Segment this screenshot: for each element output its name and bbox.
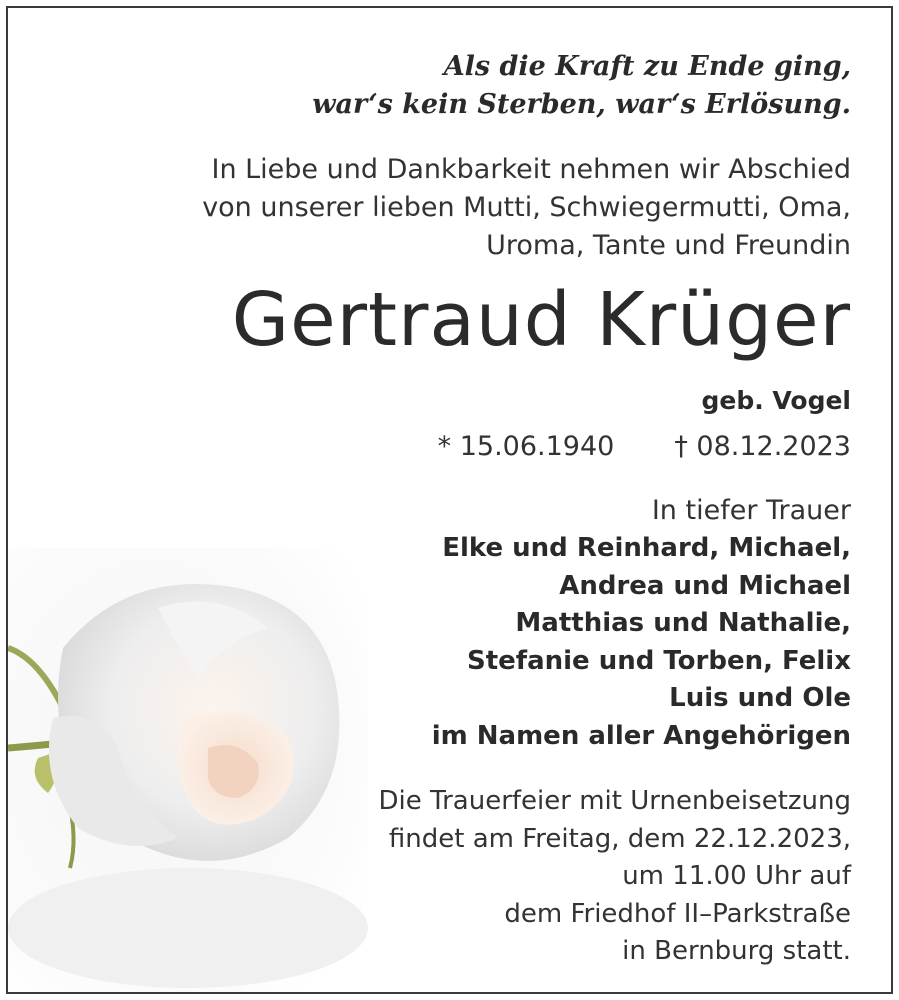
motto-line: Als die Kraft zu Ende ging, bbox=[443, 51, 851, 82]
motto bbox=[312, 48, 851, 124]
service-info bbox=[379, 783, 851, 971]
life-dates bbox=[438, 428, 851, 466]
family-list bbox=[432, 530, 851, 755]
death-date: † 08.12.2023 bbox=[674, 431, 851, 462]
deceased-name: Gertraud Krüger bbox=[231, 277, 851, 363]
mourning-label: In tiefer Trauer bbox=[651, 495, 851, 526]
intro-line: von unserer lieben Mutti, Schwiegermutti, Oma, bbox=[202, 192, 851, 223]
intro-line: In Liebe und Dankbarkeit nehmen wir Abschied bbox=[211, 154, 851, 185]
family-line: Elke und Reinhard, Michael, bbox=[442, 533, 851, 563]
white-rose-image bbox=[8, 548, 368, 992]
family-line: Andrea und Michael bbox=[559, 570, 851, 601]
family-line: Matthias und Nathalie, bbox=[515, 608, 851, 638]
service-line: Die Trauerfeier mit Urnenbeisetzung bbox=[378, 786, 851, 816]
intro-line: Uroma, Tante und Freundin bbox=[486, 230, 851, 261]
service-line: findet am Freitag, dem 22.12.2023, bbox=[388, 823, 851, 854]
obituary-card bbox=[6, 6, 893, 994]
birth-name: geb. Vogel bbox=[701, 386, 851, 415]
service-line: dem Friedhof II–Parkstraße bbox=[504, 898, 851, 929]
birth-date: * 15.06.1940 bbox=[437, 431, 615, 462]
family-line: Luis und Ole bbox=[669, 683, 851, 713]
family-line: im Namen aller Angehörigen bbox=[431, 720, 851, 751]
service-line: um 11.00 Uhr auf bbox=[622, 861, 851, 891]
intro-text bbox=[202, 151, 851, 265]
service-line: in Bernburg statt. bbox=[622, 936, 851, 966]
motto-line: war‘s kein Sterben, war‘s Erlösung. bbox=[312, 89, 851, 120]
family-line: Stefanie und Torben, Felix bbox=[466, 645, 851, 676]
